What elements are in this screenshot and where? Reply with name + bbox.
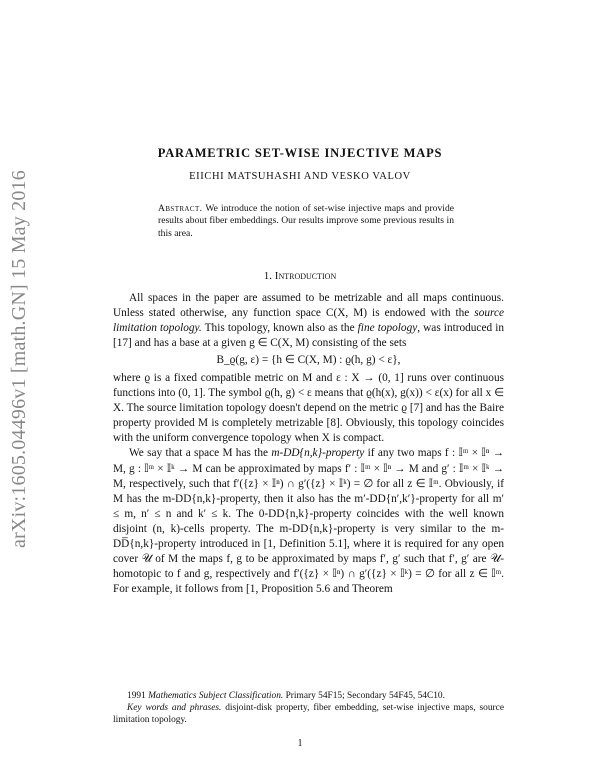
footnote-msc: [113, 690, 504, 702]
msc-text: Primary 54F15; Secondary 54F45, 54C10.: [283, 691, 445, 701]
msc-label: Mathematics Subject Classification.: [148, 691, 284, 701]
paper-title: PARAMETRIC SET-WISE INJECTIVE MAPS: [157, 146, 443, 160]
section-title: Introduction: [274, 270, 337, 282]
abstract-label: Abstract.: [158, 203, 203, 214]
footnotes: [113, 690, 504, 727]
main-body: [113, 291, 504, 597]
paper-authors: EIICHI MATSUHASHI AND VESKO VALOV: [189, 171, 411, 182]
arxiv-side-stamp: arXiv:1605.04496v1 [math.GN] 15 May 2016: [8, 170, 30, 548]
paragraph-intro-text-b: This topology, known also as the: [201, 322, 358, 335]
paragraph-intro: [113, 291, 504, 351]
abstract: [158, 203, 454, 240]
source-limitation-term: source limitation topology.: [113, 307, 504, 335]
keywords-label: Key words and phrases.: [127, 703, 222, 714]
paragraph-definition-text-b: if any two maps f : 𝕀ᵐ × 𝕀ⁿ → M, g : 𝕀ᵐ × 𝕀ᵏ → M can be approximated by maps f′ : 𝕀ᵐ × 𝕀ⁿ → M and g′ : 𝕀ᵐ × 𝕀ᵏ → M, respectively, such that f′({z} × 𝕀ⁿ) ∩ g′({z} × 𝕀ᵏ) = ∅ for all z ∈ 𝕀ᵐ. Obviously, if M has the m-DD{n,k}-property, then it also has the m′-DD{n′,k′}-property for all m′ ≤ m, n′ ≤ n and k′ ≤ k. The 0-DD{n,k}-property coincides with the well known disjoint (n, k)-cells property. The m-DD{n,k}-property is very similar to the m-DD̅{n,k}-property introduced in [1, Definition 5.1], where it is required for any open cover 𝒰 of M the maps f, g to be approximated by maps f′, g′ such that f′, g′ are 𝒰-homotopic to f and g, respectively and f′({z} × 𝕀ⁿ) ∩ g′({z} × 𝕀ᵏ) = ∅ for all z ∈ 𝕀ᵐ. For example, it follows from [1, Proposition 5.6 and Theorem: [113, 447, 505, 595]
section-heading: [0, 270, 600, 282]
paragraph-definition: [113, 446, 504, 596]
paragraph-definition-text-a: We say that a space M has the: [129, 447, 272, 460]
paragraph-metric: where ϱ is a fixed compatible metric on M and ε : X → (0, 1] runs over continuous functions into (0, 1]. The symbol ϱ(h, g) < ε means that ϱ(h(x), g(x)) < ε(x) for all x ∈ X. The source limitation topology doesn't depend on the metric ϱ [7] and has the Baire property provided M is completely metrizable [8]. Obviously, this topology coincides with the uniform convergence topology when X is compact.: [113, 372, 504, 445]
abstract-text: We introduce the notion of set-wise injective maps and provide results about fiber embeddings. Our results improve some previous results in this area.: [158, 203, 454, 239]
dd-property-term: m-DD{n,k}-property: [271, 447, 365, 460]
paragraph-intro-text-a: All spaces in the paper are assumed to be metrizable and all maps continuous. Unless stated otherwise, any function space C(X, M) is endowed with the: [113, 292, 504, 320]
keywords-text: disjoint-disk property, fiber embedding, set-wise injective maps, source limitation topology.: [113, 703, 504, 726]
paragraph-intro-text-c: , was introduced in [17] and has a base at a given g ∈ C(X, M) consisting of the sets: [113, 322, 504, 350]
section-number: 1.: [263, 270, 273, 282]
footnote-keywords: [113, 702, 504, 726]
msc-year: 1991: [127, 691, 149, 701]
display-equation: B_ϱ(g, ε) = {h ∈ C(X, M) : ϱ(h, g) < ε},: [216, 354, 401, 367]
page-number: 1: [297, 738, 303, 749]
fine-topology-term: fine topology: [357, 322, 418, 335]
